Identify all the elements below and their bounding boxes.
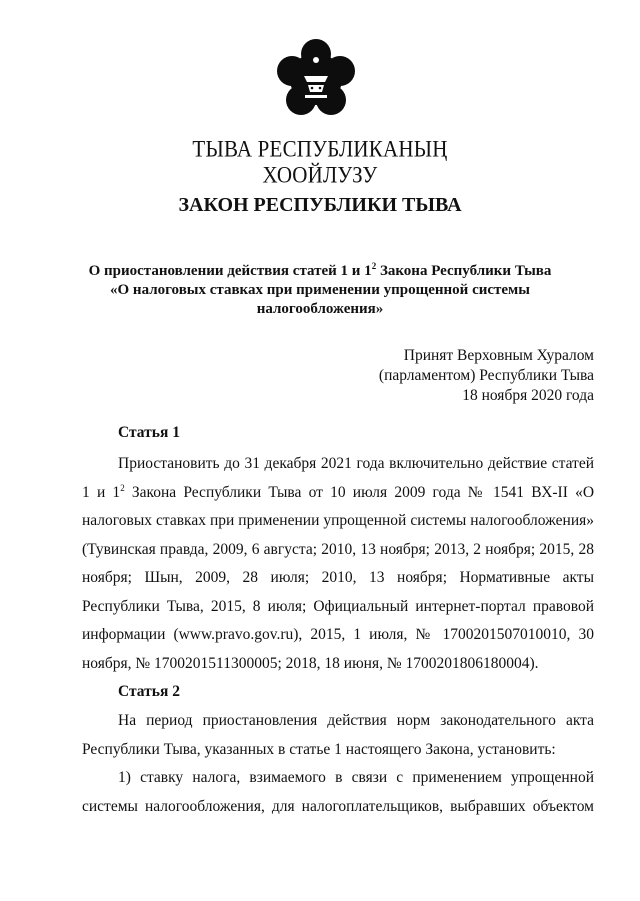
adoption-line2: (парламентом) Республики Тыва — [378, 367, 594, 384]
article1-text — [82, 450, 594, 678]
subject-line1 — [80, 262, 560, 281]
article2-heading: Статья 2 — [118, 683, 180, 700]
subject-line1-text-b: Закона Республики Тыва — [376, 263, 552, 279]
adoption-date: 18 ноября 2020 года — [462, 387, 594, 404]
subject-line1-text-a: О приостановлении действия статей 1 и 1 — [88, 263, 372, 279]
article1-heading: Статья 1 — [118, 424, 180, 441]
adoption-line1: Принят Верховным Хуралом — [403, 347, 594, 364]
law-subject — [80, 262, 560, 319]
adoption-note — [379, 346, 594, 406]
article2-paragraph2-text: 1) ставку налога, взимаемого в связи с применением упрощенной системы налогообложения, для налогоплательщиков, выбравших объектом — [82, 769, 594, 815]
subject-superscript: 2 — [371, 261, 377, 271]
article1-superscript: 2 — [120, 482, 125, 493]
article2-paragraph1-text: На период приостановления действия норм законодательного акта Республики Тыва, указанных в статье 1 настоящего Закона, установить: — [82, 712, 594, 758]
article2-paragraph1 — [82, 707, 594, 764]
tuva-emblem-icon — [275, 38, 357, 120]
tuvan-title-line1: ТЫВА РЕСПУБЛИКАНЫҢ — [192, 136, 448, 162]
subject-line2: «О налоговых ставках при применении упрощенной системы — [110, 282, 530, 298]
tuvan-title — [0, 136, 640, 188]
subject-line3: налогообложения» — [256, 301, 384, 317]
russian-title: ЗАКОН РЕСПУБЛИКИ ТЫВА — [178, 194, 462, 216]
article2-paragraph2 — [82, 764, 594, 821]
article1-text-b: Закона Республики Тыва от 10 июля 2009 года № 1541 ВХ-II «О налоговых ставках при применении упрощенной системы налогообложения» (Тувинская правда, 2009, 6 августа; 2010, 13 ноября; 2013, 2 ноября; 2015, 28 ноября; Шын, 2009, 28 июля; 2010, 13 ноября; Нормативные акты Республики Тыва, 2015, 8 июля; Официальный интернет-портал правовой информации (www.pravo.gov.ru), 2015, 1 июля, № 1700201507010010, 30 ноября, № 1700201511300005; 2018, 18 июня, № 1700201806180004). — [82, 483, 595, 672]
article1-text-a: Приостановить до 31 декабря 2021 года включительно действие статей 1 и 1 — [82, 455, 594, 501]
tuvan-title-line2: ХООЙЛУЗУ — [262, 162, 378, 188]
